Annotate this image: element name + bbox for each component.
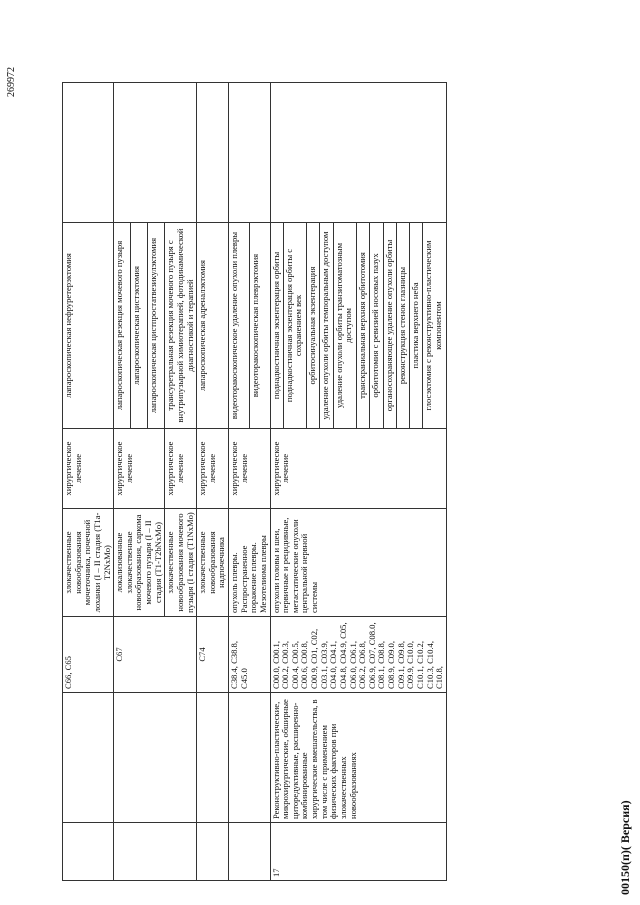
table-row [229, 83, 250, 881]
diagnosis-cell: злокачественные новообразования мочеточника, почечной лоханки (I – II стадия (T1a-T2NxMo) [63, 509, 114, 617]
method-cell: видеоторакоскопическая плеврэктомия [249, 223, 270, 429]
treatment-type-cell: хирургическое лечение [270, 429, 446, 509]
table-row [63, 83, 114, 881]
table-row [270, 83, 283, 881]
codes-cell: С38.4, С38.8, С45.0 [229, 617, 271, 693]
method-cell: удаление опухоли орбиты темпоральным доступом [320, 223, 333, 429]
footer-version: 00150(п)( Версия) [618, 800, 632, 895]
name-cell: Реконструктивно-пластические, микрохирургические, обширные циторедуктивные, расширенно-комбинированные хирургические вмешательства, в том числе с применением физических факторов при злокачественных новообразованиях [270, 693, 446, 823]
treatment-type-cell: хирургическое лечение [197, 429, 229, 509]
method-cell: видеоторакоскопическое удаление опухоли плевры [229, 223, 250, 429]
treatment-type-cell: хирургическое лечение [165, 429, 197, 509]
diagnosis-cell: опухоль плевры. Распространенное поражение плевры. Мезотелиома плевры [229, 509, 271, 617]
diagnosis-cell: локализованные злокачественные новообразования, саркома мочевого пузыря (I – II стадия (T1-T2bNxMo) [114, 509, 165, 617]
table-row [114, 83, 131, 881]
name-cell [63, 693, 114, 823]
row-number-cell [63, 823, 114, 881]
method-cell: удаление опухоли орбиты транзигоматозным доступом [333, 223, 356, 429]
method-cell: лапароскопическая цистэктомия [131, 223, 148, 429]
side-number: 269972 [6, 67, 17, 97]
method-cell: реконструкция стенок глазницы [396, 223, 409, 429]
codes-cell: С74 [197, 617, 229, 693]
diagnosis-cell: опухоли головы и шеи, первичные и рецидивные, метастатические опухоли центральной нервной системы [270, 509, 446, 617]
method-cell: трансуретральная резекция мочевого пузыря с внутрипузырной химиотерапией, фотодинамической диагностикой и терапией [165, 223, 197, 429]
procedures-table [62, 82, 447, 881]
method-cell: орбитотомия с ревизией носовых пазух [370, 223, 383, 429]
method-cell: поднадкостничная экзентерация орбиты с сохранением век [283, 223, 306, 429]
method-cell: лапароскопическая цистпростатвезикулэктомия [148, 223, 165, 429]
codes-cell: С00.0, С00.1, С00.2, С00.3, С00.4, С00.5, С00.6, С00.8, С00.9, С01, С02, С03.1, С03.9, С04.0, С04.1, С04.8, С04.9, С05, С06.0, С06.1, С06.2, С06.8, С06.9, С07, С08.0, С08.1, С08.8, С08.9, С09.0, С09.1, С09.8, С09.9, С10.0, С10.1, С10.2, С10.3, С10.4, С10.8, [270, 617, 446, 693]
method-cell: пластика верхнего неба [410, 223, 423, 429]
method-cell: лапароскопическая адреналэктомия [197, 223, 229, 429]
diagnosis-cell: злокачественные новообразования мочевого пузыря (I стадия (T1NxMo) [165, 509, 197, 617]
treatment-type-cell: хирургическое лечение [114, 429, 165, 509]
method-cell: поднадкостничная экзентерация орбиты [270, 223, 283, 429]
treatment-type-cell: хирургическое лечение [63, 429, 114, 509]
method-cell: лапароскопическая резекция мочевого пузыря [114, 223, 131, 429]
treatment-type-cell: хирургическое лечение [229, 429, 271, 509]
method-cell: органосохраняющее удаление опухоли орбиты [383, 223, 396, 429]
method-cell: лапароскопическая нефруретерэктомия [63, 223, 114, 429]
codes-cell: С66, С65 [63, 617, 114, 693]
method-cell: глосэктомия с реконструктивно-пластическим компонентом [423, 223, 447, 429]
diagnosis-cell: злокачественные новообразования надпочечника [197, 509, 229, 617]
method-cell: транскраниальная верхняя орбитотомия [357, 223, 370, 429]
table-row [197, 83, 229, 881]
codes-cell: С67 [114, 617, 197, 693]
method-cell: орбитосинуальная экзентерация [307, 223, 320, 429]
extra-cell [63, 83, 114, 223]
row-number-cell: 17 [270, 823, 446, 881]
